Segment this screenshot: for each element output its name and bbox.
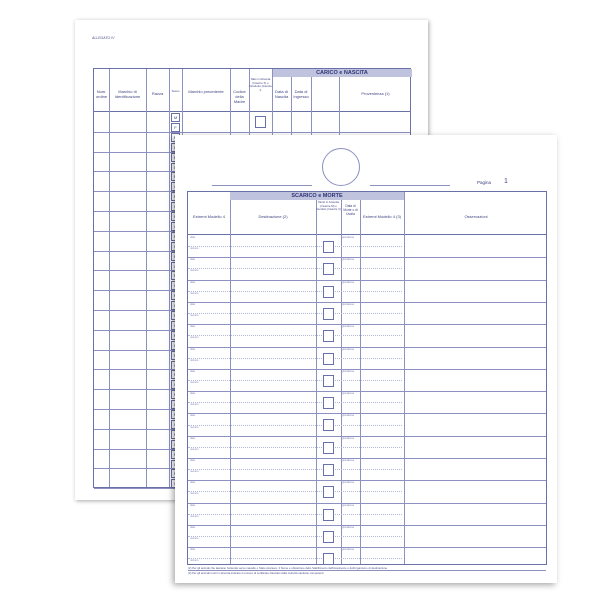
- date-label: mese: [348, 302, 355, 306]
- morto-venduto-box: [323, 375, 334, 387]
- row-label-data: data: [190, 236, 195, 239]
- date-label: mese: [348, 459, 355, 462]
- row-subdivider: [188, 491, 402, 492]
- col-marchio-identificazione: Marchio di Identificazione: [114, 89, 141, 99]
- row-label-numero: numero: [190, 447, 199, 451]
- row-divider: [188, 458, 546, 459]
- morto-venduto-box: [323, 330, 334, 342]
- date-label: mese: [348, 392, 355, 396]
- row-divider: [188, 480, 546, 481]
- row-divider: [188, 413, 546, 414]
- sex-box: F: [171, 123, 180, 132]
- row-label-data: data: [190, 392, 195, 396]
- date-label: giorno: [342, 258, 349, 262]
- row-label-data: data: [190, 302, 195, 306]
- row-label-numero: numero: [190, 336, 199, 340]
- col-morto-venduto: Morto in Azienda (Inserire M) o Venduto (Inserire V): [316, 200, 341, 211]
- col-data-ingresso: Data di Ingresso: [293, 89, 309, 99]
- row-divider: [188, 525, 546, 526]
- row-label-numero: numero: [190, 470, 199, 474]
- row-label-data: data: [190, 548, 195, 552]
- date-label: giorno: [342, 525, 349, 529]
- row-divider: [188, 257, 546, 258]
- row-label-numero: numero: [190, 559, 199, 563]
- date-label: giorno: [342, 503, 349, 507]
- morto-venduto-box: [323, 397, 334, 409]
- row-divider: [188, 436, 546, 437]
- scarico-section-title: SCARICO e MORTE: [230, 192, 404, 200]
- date-label: giorno: [342, 302, 349, 306]
- row-subdivider: [188, 335, 402, 336]
- register-sheet-front: [175, 135, 557, 583]
- date-label: mese: [348, 548, 355, 552]
- date-label: giorno: [342, 280, 349, 284]
- sex-box: M: [171, 113, 180, 122]
- row-label-data: data: [190, 347, 195, 351]
- row-label-numero: numero: [190, 247, 199, 251]
- morto-venduto-box: [323, 464, 334, 476]
- morto-venduto-box: [323, 308, 334, 320]
- row-label-data: data: [190, 414, 195, 418]
- row-subdivider: [188, 469, 402, 470]
- date-label: mese: [348, 414, 355, 418]
- row-label-data: data: [190, 503, 195, 507]
- row-label-numero: numero: [190, 425, 199, 429]
- morto-venduto-box: [323, 286, 334, 298]
- col-estremi-modello-4-3: Estremi Modello 4 (3): [362, 214, 401, 219]
- row-label-numero: numero: [190, 291, 199, 295]
- morto-venduto-box: [323, 419, 334, 431]
- carico-section-title: CARICO e NASCITA: [272, 69, 412, 77]
- morto-venduto-box: [323, 442, 334, 454]
- col-razza: Razza: [151, 91, 164, 96]
- page-label: Pagina: [477, 180, 492, 185]
- row-label-numero: numero: [190, 269, 199, 273]
- row-label-data: data: [190, 369, 195, 373]
- row-label-data: data: [190, 280, 195, 284]
- allegato-label: ALLEGATO IV: [92, 36, 115, 40]
- row-label-numero: numero: [190, 358, 199, 362]
- row-divider: [188, 391, 546, 392]
- col-nato-introdotto: Nato in Azienda (Inserire X) o Introdotto (Inserire I): [249, 77, 272, 92]
- scarico-table: [187, 191, 547, 565]
- col-num-ordine: Num. ordine: [95, 89, 108, 99]
- row-label-numero: numero: [190, 380, 199, 384]
- date-label: mese: [348, 525, 355, 529]
- row-divider: [188, 347, 546, 348]
- date-label: giorno: [342, 236, 349, 239]
- date-label: giorno: [342, 436, 349, 440]
- header-line-left: [212, 185, 312, 186]
- morto-venduto-box: [323, 263, 334, 275]
- row-subdivider: [188, 558, 402, 559]
- nato-introdotto-box: [255, 116, 266, 128]
- col-provenienza: Provenienza (1): [361, 91, 390, 96]
- date-label: mese: [348, 503, 355, 507]
- date-label: giorno: [342, 347, 349, 351]
- col-marchio-precedente: Marchio precedente: [188, 89, 224, 94]
- morto-venduto-box: [323, 353, 334, 365]
- date-label: mese: [348, 481, 355, 485]
- row-subdivider: [188, 268, 402, 269]
- row-label-data: data: [190, 481, 195, 485]
- date-label: mese: [348, 369, 355, 373]
- footnote-2: (2) Per gli animali che lasciano l'azienda verso macello o Stato straniero, il Nome e ubicazione dello Stabilimento dell'Acquirente o dell'organismo di destinazione.: [188, 566, 388, 570]
- footnote-3: (3) Per gli animali morti in azienda indicare il numero di certificato rilasciato dalle Autorità sanitarie competenti.: [188, 571, 325, 575]
- morto-venduto-box: [323, 531, 334, 543]
- row-subdivider: [188, 447, 402, 448]
- date-label: mese: [348, 347, 355, 351]
- row-subdivider: [188, 380, 402, 381]
- col-data-morte-uscita: Data di Morte o di Uscita: [343, 204, 358, 216]
- date-label: giorno: [342, 481, 349, 485]
- morto-venduto-box: [323, 553, 334, 565]
- morto-venduto-box: [323, 486, 334, 498]
- row-label-data: data: [190, 436, 195, 440]
- row-subdivider: [188, 246, 402, 247]
- row-label-numero: numero: [190, 403, 199, 407]
- row-subdivider: [188, 514, 402, 515]
- row-label-data: data: [190, 459, 195, 462]
- row-divider: [94, 132, 410, 133]
- row-label-data: data: [190, 258, 195, 262]
- row-divider: [188, 324, 546, 325]
- morto-venduto-box: [323, 241, 334, 253]
- page-number: 1: [504, 178, 508, 185]
- date-label: mese: [348, 325, 355, 329]
- row-divider: [188, 280, 546, 281]
- row-divider: [188, 369, 546, 370]
- col-osservazioni: Osservazioni: [464, 214, 488, 219]
- col-sesso: Sesso: [171, 89, 180, 93]
- row-divider: [188, 503, 546, 504]
- row-label-numero: numero: [190, 492, 199, 496]
- date-label: giorno: [342, 369, 349, 373]
- date-label: giorno: [342, 548, 349, 552]
- row-subdivider: [188, 358, 402, 359]
- row-subdivider: [188, 536, 402, 537]
- binder-hole: [322, 148, 360, 186]
- date-label: giorno: [342, 325, 349, 329]
- row-label-numero: numero: [190, 537, 199, 541]
- date-label: giorno: [342, 459, 349, 462]
- col-codice-madre: Codice della Madre: [233, 89, 246, 104]
- row-subdivider: [188, 291, 402, 292]
- row-label-data: data: [190, 325, 195, 329]
- row-label-data: data: [190, 525, 195, 529]
- date-label: mese: [348, 436, 355, 440]
- row-subdivider: [188, 425, 402, 426]
- col-estremi-modello-4: Estremi Modello 4: [192, 214, 225, 219]
- col-destinazione: Destinazione (2): [258, 214, 288, 219]
- row-divider: [188, 547, 546, 548]
- row-label-numero: numero: [190, 314, 199, 318]
- date-label: mese: [348, 236, 355, 239]
- date-label: giorno: [342, 392, 349, 396]
- morto-venduto-box: [323, 509, 334, 521]
- date-label: giorno: [342, 414, 349, 418]
- row-label-numero: numero: [190, 514, 199, 518]
- col-data-nascita: Data di Nascita: [274, 89, 289, 99]
- date-label: mese: [348, 258, 355, 262]
- row-subdivider: [188, 402, 402, 403]
- header-line-right: [370, 185, 450, 186]
- row-subdivider: [188, 313, 402, 314]
- date-label: mese: [348, 280, 355, 284]
- row-divider: [188, 302, 546, 303]
